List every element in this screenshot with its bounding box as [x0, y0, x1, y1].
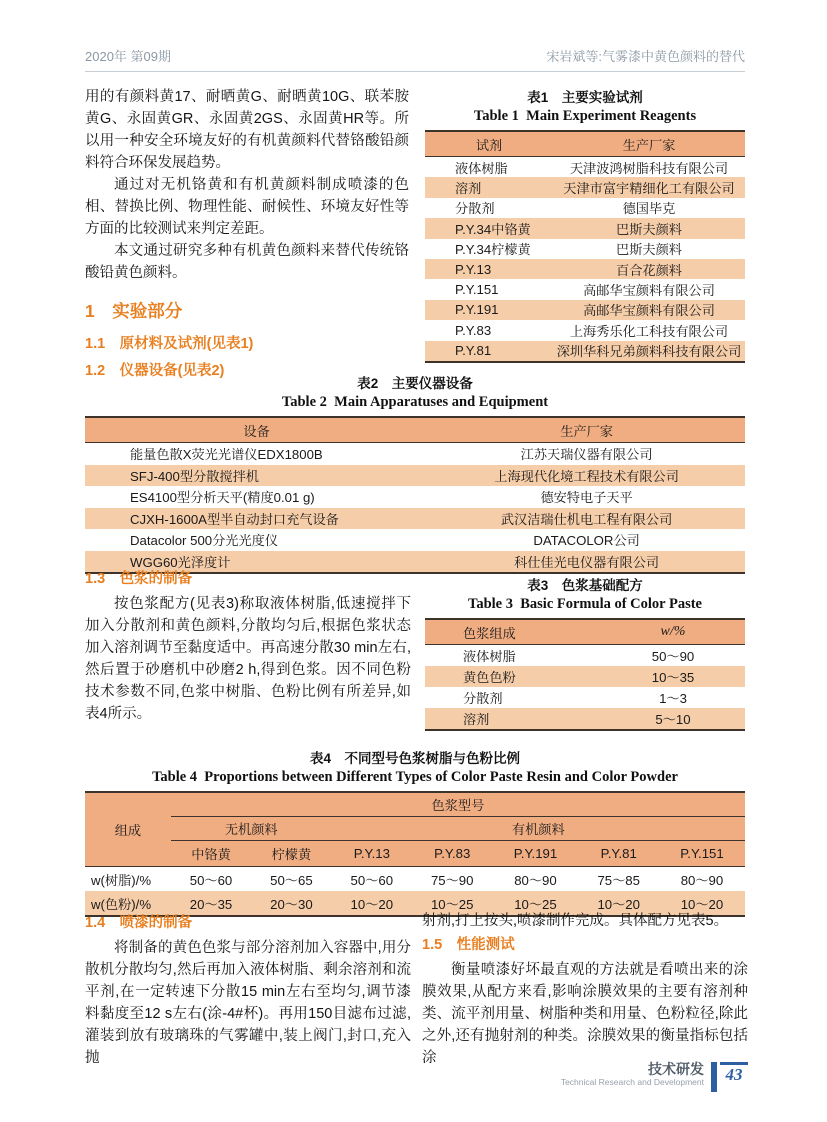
table-cell: 10～20 — [597, 896, 640, 912]
table-cell: 德国毕克 — [622, 201, 676, 217]
table-cell: 江苏天瑞仪器有限公司 — [520, 447, 653, 463]
table-cell: 黄色色粉 — [463, 670, 516, 685]
section-heading-1: 1 实验部分 — [85, 301, 183, 321]
table1 — [425, 130, 745, 363]
table4-title-en: Table 4 Proportions between Different Types of Color Paste Resin and Color Powder — [152, 769, 678, 785]
table-row — [85, 465, 745, 487]
table-cell: 50～60 — [189, 872, 233, 888]
table-row — [425, 239, 745, 259]
paragraph: 用的有颜料黄17、耐晒黄G、耐晒黄10G、联苯胺黄G、永固黄GR、永固黄2GS、永固黄HR等。所以用一种安全环境友好的有机黄颜料代替铬酸铅颜料符合环保发展趋势。 — [85, 89, 409, 171]
table-cell: 75～90 — [430, 872, 474, 888]
column-header: P.Y.83 — [412, 841, 492, 867]
table-cell: 天津市富宇精细化工有限公司 — [563, 181, 735, 197]
paragraph: 本文通过研究多种有机黄色颜料来替代传统铬酸铅黄色颜料。 — [85, 243, 409, 281]
table1-body — [425, 157, 745, 362]
table-cell: 高邮华宝颜料有限公司 — [583, 283, 715, 299]
section-heading-1-4: 1.4 喷漆的制备 — [85, 915, 193, 931]
table-row — [425, 279, 745, 299]
table-row — [425, 177, 745, 197]
table-cell: 上海现代化境工程技术有限公司 — [494, 468, 679, 484]
column-header: P.Y.191 — [492, 841, 578, 867]
table-cell: 分散剂 — [455, 201, 495, 217]
table-header-row — [425, 619, 745, 645]
table-cell: 20～30 — [270, 896, 313, 912]
table-header-row — [85, 792, 745, 817]
paragraph: 衡量喷漆好坏最直观的方法就是看喷出来的涂膜效果,从配方来看,影响涂膜效果的主要有溶剂种类、流平剂用量、树脂种类和用量、色粉粒径,除此之外,还有抛射剂的种类。涂膜效果的衡量指标包括涂 — [422, 962, 748, 1066]
table-row — [425, 341, 745, 362]
table-cell: P.Y.81 — [455, 343, 492, 359]
table-cell: P.Y.34柠檬黄 — [455, 242, 531, 258]
table3-block — [425, 574, 745, 731]
issue-label: 2020年 第09期 — [85, 49, 171, 64]
table3-body — [425, 645, 745, 731]
column-header: 生产厂家 — [553, 131, 745, 157]
table-row — [85, 529, 745, 551]
table-cell: WGG60光泽度计 — [130, 554, 231, 570]
table1-title-zh: 表1 主要实验试剂 — [527, 90, 643, 105]
column-header: w/% — [601, 619, 745, 645]
table-cell: 50～65 — [270, 872, 313, 888]
table-cell: P.Y.83 — [455, 322, 492, 338]
section-heading-1-5: 1.5 性能测试 — [422, 937, 515, 953]
table-row — [425, 708, 745, 730]
table-cell: P.Y.13 — [455, 261, 492, 277]
table-row — [85, 867, 745, 892]
left-column-bottom — [85, 910, 411, 1069]
table-cell: 80～90 — [680, 872, 724, 888]
table-cell: 75～85 — [597, 872, 640, 888]
table-row — [425, 645, 745, 667]
table-row — [85, 486, 745, 508]
group-header-organic: 有机颜料 — [332, 817, 745, 841]
section-heading-1-2: 1.2 仪器设备(见表2) — [85, 363, 225, 379]
table-header-row — [85, 841, 745, 867]
footer-section-label — [561, 1062, 704, 1088]
table-row — [425, 300, 745, 320]
table2-title-en: Table 2 Main Apparatuses and Equipment — [281, 394, 549, 410]
table4-title-zh: 表4 不同型号色浆树脂与色粉比例 — [309, 751, 520, 766]
table-cell: Datacolor 500分光光度仪 — [130, 533, 279, 549]
table-cell: 科仕佳光电仪器有限公司 — [514, 554, 660, 570]
table-cell: P.Y.34中铬黄 — [455, 221, 531, 237]
column-header: P.Y.81 — [579, 841, 659, 867]
table4-block — [85, 747, 745, 917]
table-cell: 深圳华科兄弟颜料科技有限公司 — [556, 344, 742, 360]
table3-title-zh: 表3 色浆基础配方 — [527, 578, 643, 593]
column-header: P.Y.151 — [659, 841, 745, 867]
paragraph: 将制备的黄色色浆与部分溶剂加入容器中,用分散机分散均匀,然后再加入液体树脂、剩余溶剂和流平剂,在一定转速下分散15 min左右至均匀,调节漆料黏度至12 s左右(涂-4#杯)。再用150目滤布过滤,灌装到放有玻璃珠的气雾罐中,装上阀门,封口,充入抛 — [85, 940, 411, 1066]
table-cell: ES4100型分析天平(精度0.01 g) — [130, 490, 315, 506]
table-row — [425, 259, 745, 279]
table-cell: P.Y.151 — [455, 282, 499, 298]
table-cell: 20～35 — [189, 896, 233, 912]
column-header: 柠檬黄 — [251, 841, 331, 867]
table-cell: 溶剂 — [455, 181, 482, 197]
table-row — [425, 198, 745, 218]
table-cell: 高邮华宝颜料有限公司 — [583, 303, 715, 319]
table-cell: 百合花颜料 — [616, 262, 682, 278]
table-cell: 溶剂 — [463, 712, 490, 727]
column-header: 中铬黄 — [171, 841, 251, 867]
table-header-row — [85, 417, 745, 443]
table-cell: DATACOLOR公司 — [533, 533, 640, 549]
table-cell: 10～35 — [651, 670, 695, 685]
table-cell: 10～25 — [430, 896, 474, 912]
footer-label-en: Technical Research and Development — [560, 1077, 704, 1087]
table4-body — [85, 867, 745, 917]
table-cell: 能量色散X荧光光谱仪EDX1800B — [130, 447, 323, 463]
table-cell: 巴斯夫颜料 — [616, 221, 682, 237]
table-cell: 10～25 — [514, 896, 557, 912]
left-column-mid — [85, 566, 411, 725]
table-cell: 50～60 — [350, 872, 394, 888]
table-header-row — [85, 817, 745, 841]
table-cell: 80～90 — [514, 872, 557, 888]
column-header: P.Y.13 — [332, 841, 412, 867]
table3 — [425, 618, 745, 731]
table1-block — [425, 86, 745, 363]
section-heading-1-3: 1.3 色浆的制备 — [85, 571, 193, 587]
table-cell: CJXH-1600A型半自动封口充气设备 — [130, 511, 339, 527]
table-header-row — [425, 131, 745, 157]
table-row — [425, 666, 745, 687]
column-header: 生产厂家 — [428, 417, 745, 443]
column-header: 设备 — [85, 417, 428, 443]
table-cell: w(树脂)/% — [91, 872, 152, 888]
table-row — [425, 218, 745, 238]
table4 — [85, 791, 745, 917]
table-row — [425, 320, 745, 340]
table-cell: 天津波鸿树脂科技有限公司 — [569, 160, 729, 176]
table-cell: 武汉洁瑞仕机电工程有限公司 — [500, 511, 673, 527]
table-cell: 分散剂 — [463, 691, 503, 706]
running-head — [85, 46, 745, 65]
corner-header: 组成 — [85, 792, 171, 867]
table-cell: 5～10 — [655, 712, 691, 727]
table-cell: 10～20 — [350, 896, 394, 912]
table-cell: 巴斯夫颜料 — [616, 242, 682, 258]
table-row — [425, 687, 745, 708]
table2 — [85, 416, 745, 574]
column-header: 色浆组成 — [425, 619, 601, 645]
table-row — [425, 157, 745, 178]
table-cell: 德安特电子天平 — [540, 490, 633, 506]
paragraph: 按色浆配方(见表3)称取液体树脂,低速搅拌下加入分散剂和黄色颜料,分散均匀后,根据色浆状态加入溶剂调节至黏度适中。再高速分散30 min左右,然后置于砂磨机中砂磨2 h,得到色浆。因不同色粉技术参数不同,色浆中树脂、色粉比例有所差异,如表4所示。 — [85, 596, 411, 722]
table-cell: P.Y.191 — [455, 302, 499, 318]
table2-title-zh: 表2 主要仪器设备 — [357, 376, 473, 391]
table1-title-en: Table 1 Main Experiment Reagents — [473, 108, 697, 124]
footer-label-zh: 技术研发 — [648, 1061, 704, 1077]
left-column-top — [85, 86, 409, 385]
right-column-bottom — [422, 910, 748, 1069]
header-rule — [85, 71, 745, 72]
table2-block — [85, 372, 745, 574]
table3-title-en: Table 3 Basic Formula of Color Paste — [467, 596, 702, 612]
table-cell: 液体树脂 — [455, 160, 508, 176]
section-heading-1-1: 1.1 原材料及试剂(见表1) — [85, 336, 254, 352]
group-header-top: 色浆型号 — [171, 792, 745, 817]
table-cell: 10～20 — [680, 896, 724, 912]
paragraph: 通过对无机铬黄和有机黄颜料制成喷漆的色相、替换比例、物理性能、耐候性、环境友好性等方面的比较测试来判定差距。 — [85, 177, 409, 237]
table-cell: 50～90 — [651, 649, 695, 664]
table-cell: 上海秀乐化工科技有限公司 — [569, 323, 729, 339]
article-title-label: 宋岩斌等:气雾漆中黄色颜料的替代 — [546, 49, 745, 64]
table-cell: w(色粉)/% — [91, 896, 152, 912]
group-header-inorganic: 无机颜料 — [171, 817, 332, 841]
page-number: 43 — [720, 1062, 748, 1092]
column-header: 试剂 — [425, 131, 553, 157]
table-cell: 液体树脂 — [463, 649, 516, 664]
table-row — [85, 508, 745, 530]
table-cell: 1～3 — [659, 691, 687, 706]
badge-bar — [711, 1062, 717, 1092]
table2-body — [85, 443, 745, 574]
page-footer — [561, 1062, 748, 1092]
table-cell: SFJ-400型分散搅拌机 — [130, 468, 259, 484]
table-row — [85, 443, 745, 465]
paragraph: 射剂,打上按头,喷漆制作完成。具体配方见表5。 — [422, 913, 729, 929]
page-number-badge — [711, 1062, 748, 1092]
